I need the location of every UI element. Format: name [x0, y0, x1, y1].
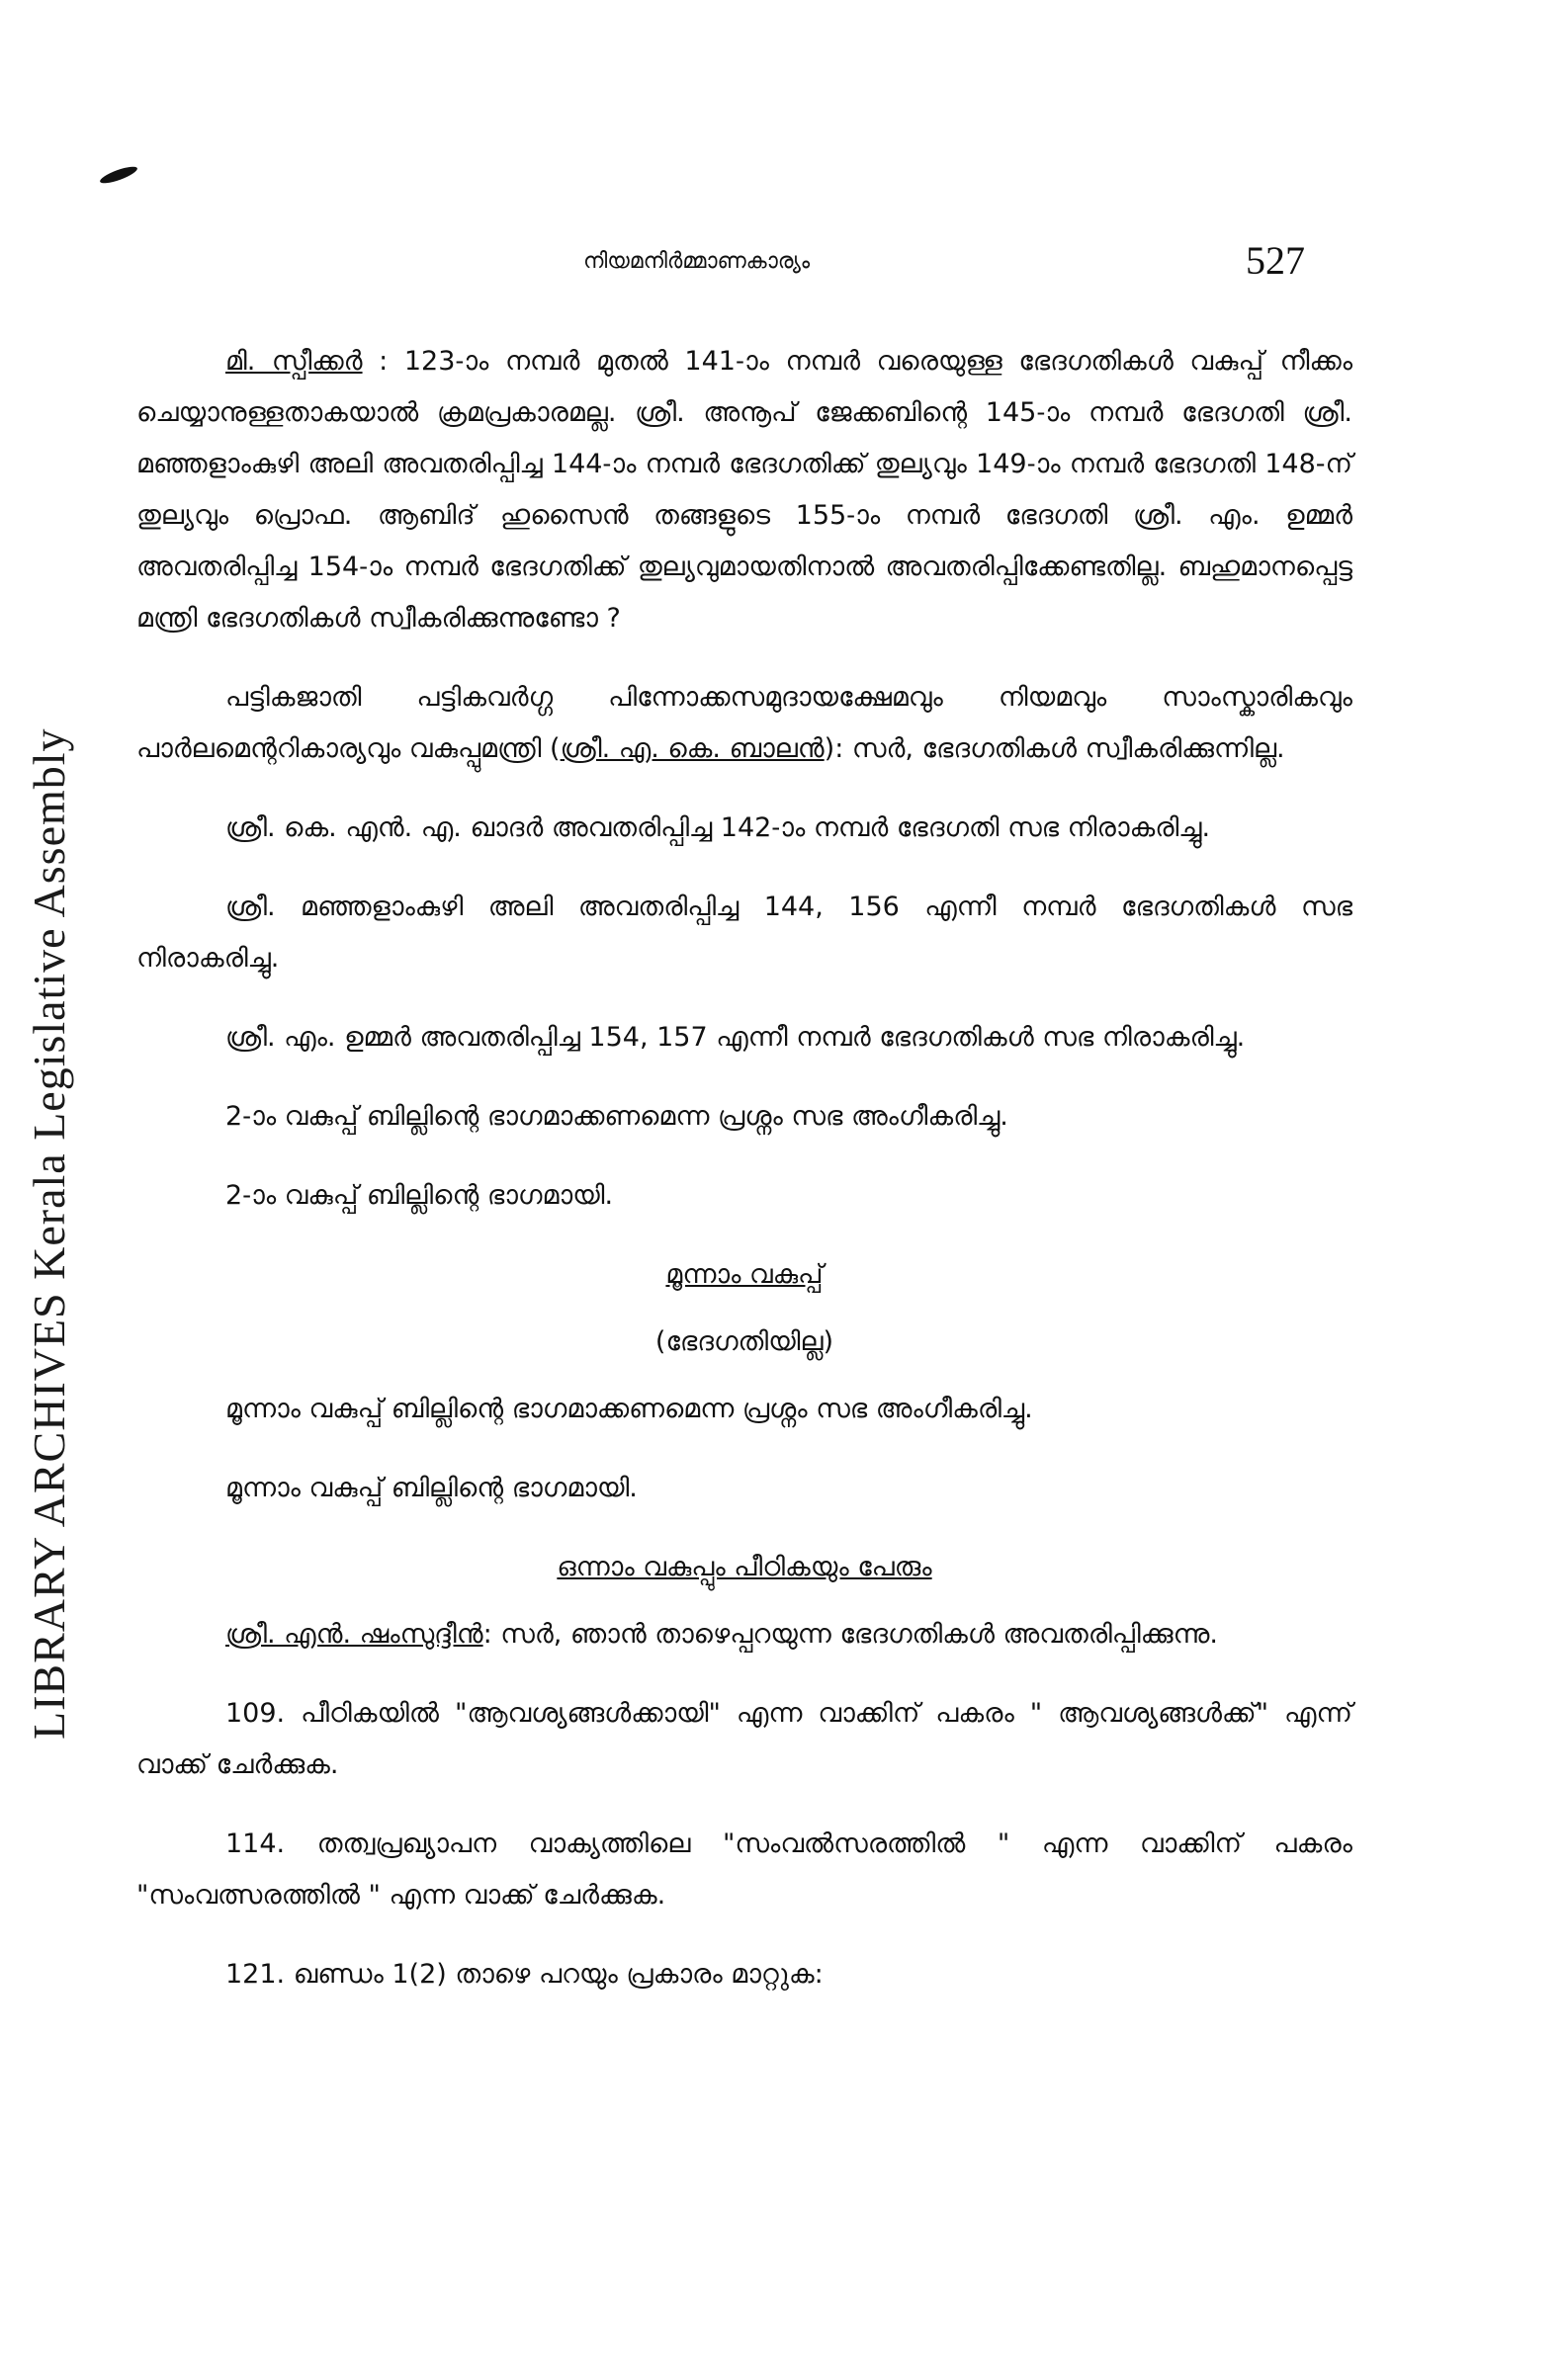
page-header	[554, 237, 1345, 297]
speaker-name: ശ്രീ. എൻ. ഷംസുദ്ദീൻ	[225, 1619, 483, 1650]
section-heading: മൂന്നാം വകുപ്പ്	[665, 1259, 824, 1290]
paragraph: ശ്രീ. എം. ഉമ്മർ അവതരിപ്പിച്ച 154, 157 എന്നീ നമ്പർ ഭേദഗതികൾ സഭ നിരാകരിച്ചു.	[225, 1022, 1246, 1053]
amendment-item: 114. തത്വപ്രഖ്യാപന വാക്യത്തിലെ "സംവൽസരത്തിൽ " എന്ന വാക്കിന് പകരം "സംവത്സരത്തിൽ " എന്ന വാക്ക് ചേർക്കുക.	[136, 1828, 1352, 1911]
paragraph: 2-ാം വകുപ്പ് ബില്ലിന്റെ ഭാഗമാക്കണമെന്ന പ്രശ്നം സഭ അംഗീകരിച്ചു.	[225, 1101, 1008, 1132]
header-title: നിയമനിർമ്മാണകാര്യം	[583, 249, 811, 274]
paragraph-text: : 123-ാം നമ്പർ മുതൽ 141-ാം നമ്പർ വരെയുള്ള ഭേദഗതികൾ വകുപ്പ് നീക്കം ചെയ്യാനുള്ളതാകയാൽ ക്രമപ്രകാരമല്ല. ശ്രീ. അനൂപ് ജേക്കബിന്റെ 145-ാം നമ്പർ ഭേദഗതി ശ്രീ. മഞ്ഞളാംകുഴി അലി അവതരിപ്പിച്ച 144-ാം നമ്പർ ഭേദഗതിക്ക് തുല്യവും 149-ാം നമ്പർ ഭേദഗതി 148-ന് തുല്യവും പ്രൊഫ. ആബിദ് ഹുസൈൻ തങ്ങളുടെ 155-ാം നമ്പർ ഭേദഗതി ശ്രീ. എം. ഉമ്മർ അവതരിപ്പിച്ച 154-ാം നമ്പർ ഭേദഗതിക്ക് തുല്യവുമായതിനാൽ അവതരിപ്പിക്കേണ്ടതില്ല. ബഹുമാനപ്പെട്ട മന്ത്രി ഭേദഗതികൾ സ്വീകരിക്കുന്നുണ്ടോ ?	[136, 346, 1353, 634]
paragraph-text: : സർ, ഞാൻ താഴെപ്പറയുന്ന ഭേദഗതികൾ അവതരിപ്പിക്കുന്നു.	[482, 1619, 1218, 1650]
paragraph: മൂന്നാം വകുപ്പ് ബില്ലിന്റെ ഭാഗമാക്കണമെന്ന പ്രശ്നം സഭ അംഗീകരിച്ചു.	[225, 1394, 1033, 1424]
section-heading: ഒന്നാം വകുപ്പും പീഠികയും പേരും	[557, 1552, 932, 1582]
paragraph-text: ): സർ, ഭേദഗതികൾ സ്വീകരിക്കുന്നില്ല.	[824, 733, 1285, 764]
amendment-item: 109. പീഠികയിൽ "ആവശ്യങ്ങൾക്കായി" എന്ന വാക്കിന് പകരം " ആവശ്യങ്ങൾക്ക്" എന്ന് വാക്ക് ചേർക്കുക.	[136, 1698, 1352, 1780]
amendment-item: 121. ഖണ്ഡം 1(2) താഴെ പറയും പ്രകാരം മാറ്റുക:	[225, 1959, 824, 1990]
speaker-name: ശ്രീ. എ. കെ. ബാലൻ	[560, 733, 825, 764]
section-subheading: (ഭേദഗതിയില്ല)	[654, 1326, 834, 1357]
paragraph: ശ്രീ. കെ. എൻ. എ. ഖാദർ അവതരിപ്പിച്ച 142-ാം നമ്പർ ഭേദഗതി സഭ നിരാകരിച്ചു.	[225, 812, 1211, 843]
minister-title: പട്ടികജാതി പട്ടികവർഗ്ഗ പിന്നോക്കസമുദായക്ഷേമവും നിയമവും സാംസ്കാരികവും പാർലമെന്ററികാര്യവും വകുപ്പുമന്ത്രി (	[136, 682, 1352, 764]
paragraph: ശ്രീ. മഞ്ഞളാംകുഴി അലി അവതരിപ്പിച്ച 144, 156 എന്നീ നമ്പർ ഭേദഗതികൾ സഭ നിരാകരിച്ചു.	[136, 892, 1352, 974]
page-number: 527	[1246, 238, 1305, 283]
paragraph-speaker-ruling	[136, 336, 1352, 644]
page-content	[136, 336, 1352, 2028]
paragraph-minister-reply	[136, 672, 1352, 775]
speaker-name: മി. സ്പീക്കർ	[225, 346, 363, 377]
paragraph-member-speech	[136, 1609, 1352, 1660]
paragraph: 2-ാം വകുപ്പ് ബില്ലിന്റെ ഭാഗമായി.	[225, 1180, 614, 1211]
archive-watermark: LIBRARY ARCHIVES Kerala Legislative Assembly	[24, 727, 74, 1740]
paragraph: മൂന്നാം വകുപ്പ് ബില്ലിന്റെ ഭാഗമായി.	[225, 1473, 638, 1503]
ink-mark	[98, 163, 138, 186]
